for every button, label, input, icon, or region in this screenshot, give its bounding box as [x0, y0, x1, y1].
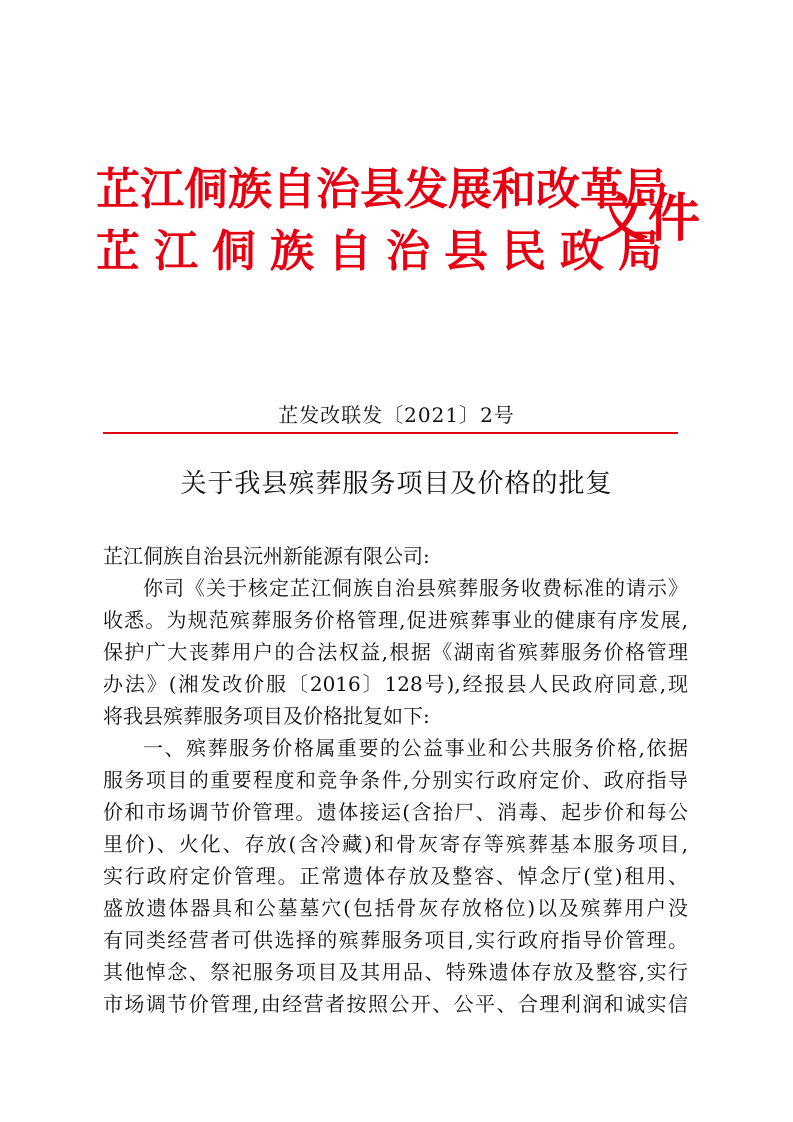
body-line: 价和市场调节价管理。遗体接运(含抬尸、消毒、起步价和每公 — [103, 800, 688, 824]
body-line: 收悉。为规范殡葬服务价格管理,促进殡葬事业的健康有序发展, — [103, 608, 688, 632]
body-line: 服务项目的重要程度和竞争条件,分别实行政府定价、政府指导 — [103, 768, 688, 792]
body-line: 你司《关于核定芷江侗族自治县殡葬服务收费标准的请示》 — [143, 576, 688, 600]
document-number: 芷发改联发〔2021〕2号 — [278, 403, 515, 427]
issuing-org-2: 芷江侗族自治县民政局 — [96, 226, 676, 277]
body-line: 办法》(湘发改价服〔2016〕128号),经报县人民政府同意,现 — [103, 672, 688, 696]
body-line: 里价)、火化、存放(含冷藏)和骨灰寄存等殡葬基本服务项目, — [103, 832, 688, 856]
document-suffix: 文件 — [596, 189, 701, 249]
red-divider — [103, 432, 678, 434]
addressee: 芷江侗族自治县沅州新能源有限公司: — [103, 544, 430, 568]
body-line: 将我县殡葬服务项目及价格批复如下: — [103, 704, 430, 728]
document-body — [103, 572, 688, 1020]
body-line: 保护广大丧葬用户的合法权益,根据《湖南省殡葬服务价格管理 — [103, 640, 688, 664]
document-title: 关于我县殡葬服务项目及价格的批复 — [180, 469, 613, 499]
body-line: 一、殡葬服务价格属重要的公益事业和公共服务价格,依据 — [143, 736, 688, 760]
body-line: 市场调节价管理,由经营者按照公开、公平、合理利润和诚实信 — [103, 992, 688, 1016]
body-line: 实行政府定价管理。正常遗体存放及整容、悼念厅(堂)租用、 — [103, 864, 688, 888]
body-line: 其他悼念、祭祀服务项目及其用品、特殊遗体存放及整容,实行 — [103, 960, 688, 984]
issuing-org-1: 芷江侗族自治县发展和改革局 — [96, 164, 668, 215]
body-line: 盛放遗体器具和公墓墓穴(包括骨灰存放格位)以及殡葬用户没 — [103, 896, 688, 920]
body-line: 有同类经营者可供选择的殡葬服务项目,实行政府指导价管理。 — [103, 928, 688, 952]
